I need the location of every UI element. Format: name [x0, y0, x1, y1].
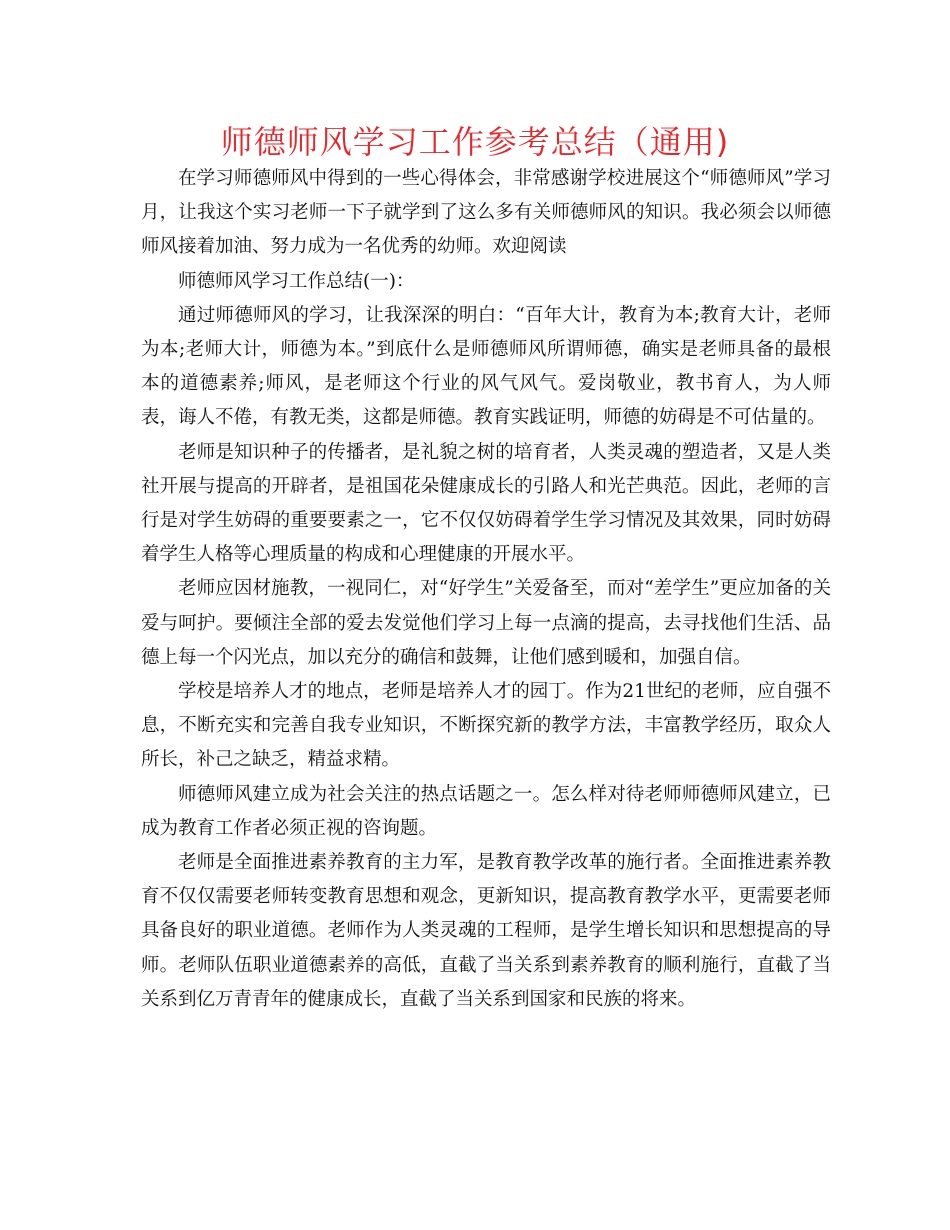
paragraph-5: 师德师风建立成为社会关注的热点话题之一。怎么样对待老师师德师风建立，已成为教育工作者必须正视的咨询题。 — [141, 783, 831, 839]
paragraph-1: 通过师德师风的学习，让我深深的明白：“百年大计，教育为本;教育大计，老师为本;老师大计，师德为本。”到底什么是师德师风所谓师德，确实是老师具备的最根本的道德素养;师风，是老师这个行业的风气风气。爱岗敬业，教书育人，为人师表，诲人不倦，有教无类，这都是师德。教育实践证明，师德的妨碍是不可估量的。 — [141, 304, 831, 429]
paragraph-intro: 在学习师德师风中得到的一些心得体会，非常感谢学校进展这个“师德师风”学习月，让我这个实习老师一下子就学到了这么多有关师德师风的知识。我必须会以师德师风接着加油、努力成为一名优秀的幼师。欢迎阅读 — [141, 168, 831, 258]
paragraph-3: 老师应因材施教，一视同仁，对“好学生”关爱备至，而对“差学生”更应加备的关爱与呵护。要倾注全部的爱去发觉他们学习上每一点滴的提高，去寻找他们生活、品德上每一个闪光点，加以充分的确信和鼓舞，让他们感到暖和，加强自信。 — [141, 578, 831, 668]
document-body — [141, 162, 831, 1017]
paragraph-6: 老师是全面推进素养教育的主力军，是教育教学改革的施行者。全面推进素养教育不仅仅需要老师转变教育思想和观念，更新知识，提高教育教学水平，更需要老师具备良好的职业道德。老师作为人类灵魂的工程师，是学生增长知识和思想提高的导师。老师队伍职业道德素养的高低，直截了当关系到素养教育的顺利施行，直截了当关系到亿万青青年的健康成长，直截了当关系到国家和民族的将来。 — [141, 852, 831, 1010]
paragraph-4: 学校是培养人才的地点，老师是培养人才的园丁。作为21世纪的老师，应自强不息，不断充实和完善自我专业知识，不断探究新的教学方法，丰富教学经历，取众人所长，补己之缺乏，精益求精。 — [141, 681, 831, 771]
paragraph-2: 老师是知识种子的传播者，是礼貌之树的培育者，人类灵魂的塑造者，又是人类社开展与提高的开辟者，是祖国花朵健康成长的引路人和光芒典范。因此，老师的言行是对学生妨碍的重要要素之一，它不仅仅妨碍着学生学习情况及其效果，同时妨碍着学生人格等心理质量的构成和心理健康的开展水平。 — [141, 441, 831, 566]
document-title: 师德师风学习工作参考总结（通用) — [220, 123, 730, 161]
paragraph-section-heading: 师德师风学习工作总结(一)： — [178, 270, 415, 292]
